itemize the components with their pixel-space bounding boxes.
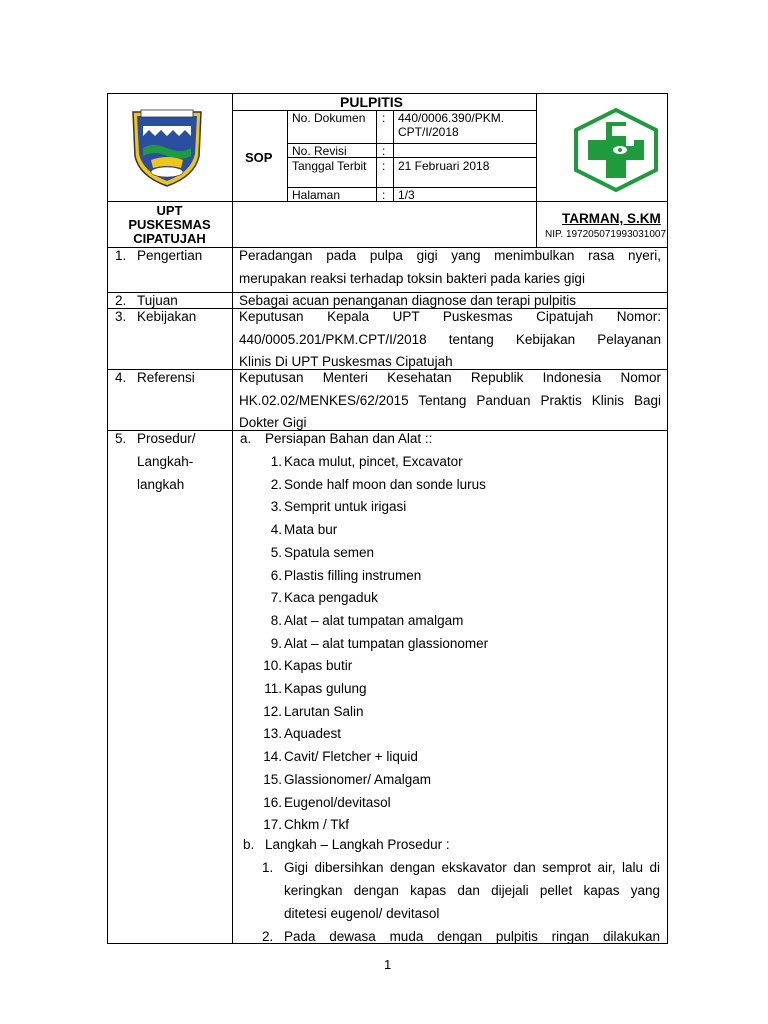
table-right-border bbox=[667, 93, 668, 944]
list-item: Glassionomer/ Amalgam bbox=[284, 771, 432, 787]
step-number: 2. bbox=[262, 929, 274, 944]
section-text-line: Keputusan Kepala UPT Puskesmas Cipatujah Nomor: bbox=[239, 309, 661, 324]
list-item-number: 8. bbox=[270, 612, 282, 628]
step-text-line: ditetesi eugenol/ devitasol bbox=[284, 906, 440, 921]
page-value: 1/3 bbox=[398, 188, 415, 202]
section-text-line: merupakan reaksi terhadap toksin bakteri pada karies gigi bbox=[239, 271, 585, 286]
list-item: Larutan Salin bbox=[284, 703, 364, 719]
list-item: Kapas gulung bbox=[284, 681, 367, 696]
list-item: Spatula semen bbox=[284, 544, 375, 560]
org-name-line1: UPT bbox=[156, 203, 183, 218]
colon: : bbox=[382, 159, 386, 173]
section-text-line: HK.02.02/MENKES/62/2015 Tentang Panduan Praktis Klinis Bagi bbox=[239, 393, 661, 408]
list-item-number: 2. bbox=[270, 476, 282, 492]
doc-number-label: No. Dokumen bbox=[292, 111, 366, 125]
doc-number-value: 440/0006.390/PKM. CPT/I/2018 bbox=[398, 111, 505, 139]
list-item: Plastis filling instrumen bbox=[284, 567, 422, 583]
section-label: Prosedur/ bbox=[137, 431, 196, 446]
list-item: Alat – alat tumpatan glassionomer bbox=[284, 635, 489, 651]
label-column-border bbox=[232, 93, 233, 944]
org-name-line2: PUSKESMAS bbox=[128, 217, 211, 232]
logo-column-border bbox=[536, 93, 537, 248]
colon-column-left bbox=[376, 110, 377, 202]
sub-title: Persiapan Bahan dan Alat :: bbox=[265, 431, 433, 446]
section-label: Referensi bbox=[137, 370, 195, 385]
list-item-number: 10. bbox=[263, 658, 282, 674]
puskesmas-logo-icon bbox=[572, 108, 660, 192]
list-item-number: 1. bbox=[270, 454, 282, 469]
signer-name: TARMAN, S.KM bbox=[562, 211, 661, 226]
list-item: Kaca pengaduk bbox=[284, 590, 378, 606]
list-item: Cavit/ Fletcher + liquid bbox=[284, 749, 418, 765]
section-label: Pengertian bbox=[137, 248, 203, 263]
list-item: Mata bur bbox=[284, 522, 338, 538]
list-item-number: 14. bbox=[263, 749, 282, 765]
list-item: Alat – alat tumpatan amalgam bbox=[284, 612, 464, 628]
list-item-number: 12. bbox=[263, 703, 282, 719]
list-item: Chkm / Tkf bbox=[284, 817, 350, 833]
colon: : bbox=[382, 144, 386, 158]
step-number: 1. bbox=[262, 860, 274, 875]
list-item: Sonde half moon dan sonde lurus bbox=[284, 476, 486, 492]
list-item-number: 15. bbox=[263, 771, 282, 787]
page-number: 1 bbox=[384, 957, 392, 972]
list-item: Kapas butir bbox=[284, 658, 353, 674]
sub-letter: b. bbox=[243, 837, 255, 852]
step-text-line: Gigi dibersihkan dengan ekskavator dan semprot air, lalu di bbox=[284, 860, 660, 875]
list-item: Kaca mulut, pincet, Excavator bbox=[284, 454, 463, 469]
section-text-line: Sebagai acuan penanganan diagnose dan terapi pulpitis bbox=[239, 293, 577, 308]
colon: : bbox=[382, 188, 386, 202]
section-label: Kebijakan bbox=[137, 309, 197, 324]
signer-nip: NIP. 197205071993031007 bbox=[545, 229, 667, 240]
list-item: Eugenol/devitasol bbox=[284, 794, 391, 810]
section-text-line: Klinis Di UPT Puskesmas Cipatujah bbox=[239, 354, 453, 369]
sub-title: Langkah – Langkah Prosedur : bbox=[265, 837, 450, 852]
list-item-number: 3. bbox=[270, 499, 282, 515]
colon-column-right bbox=[393, 110, 394, 202]
district-crest-icon bbox=[129, 106, 205, 188]
revision-label: No. Revisi bbox=[292, 144, 347, 158]
header-bottom-border bbox=[107, 201, 668, 202]
list-item-number: 11. bbox=[264, 681, 282, 696]
org-name-line3: CIPATUJAH bbox=[133, 231, 206, 246]
list-item-number: 4. bbox=[270, 522, 282, 538]
sop-label: SOP bbox=[245, 150, 273, 165]
list-item-number: 5. bbox=[270, 544, 282, 560]
colon: : bbox=[382, 111, 386, 125]
list-item: Aquadest bbox=[284, 726, 342, 742]
section-number: 1. bbox=[115, 248, 127, 263]
page-label: Halaman bbox=[292, 188, 341, 202]
section-text-line: 440/0005.201/PKM.CPT/I/2018 tentang Kebijakan Pelayanan bbox=[239, 332, 661, 347]
section-text-line: Keputusan Menteri Kesehatan Republik Indonesia Nomor bbox=[239, 370, 661, 385]
section-number: 4. bbox=[115, 370, 127, 385]
sub-letter: a. bbox=[240, 431, 252, 446]
list-item-number: 6. bbox=[270, 567, 282, 583]
section-label: langkah bbox=[137, 477, 185, 492]
section-number: 3. bbox=[115, 309, 127, 324]
list-item-number: 16. bbox=[263, 794, 282, 810]
section-number: 5. bbox=[115, 431, 127, 446]
section-text-line: Dokter Gigi bbox=[239, 415, 307, 430]
step-text-line: Pada dewasa muda dengan pulpitis ringan dilakukan bbox=[284, 929, 660, 944]
section-label: Tujuan bbox=[137, 293, 178, 308]
list-item-number: 7. bbox=[270, 590, 282, 606]
section-text-line: Peradangan pada pulpa gigi yang menimbulkan rasa nyeri, bbox=[239, 248, 661, 263]
list-item-number: 13. bbox=[263, 726, 282, 742]
sop-column-border bbox=[287, 110, 288, 202]
list-item-number: 9. bbox=[270, 635, 282, 651]
section-label: Langkah- bbox=[137, 454, 194, 469]
list-item: Semprit untuk irigasi bbox=[284, 499, 407, 515]
list-item-number: 17. bbox=[263, 817, 282, 833]
issue-date-label: Tanggal Terbit bbox=[292, 159, 367, 173]
section-number: 2. bbox=[115, 293, 127, 308]
step-text-line: keringkan dengan kapas dan dijejali pellet kapas yang bbox=[284, 883, 660, 898]
issue-date-value: 21 Februari 2018 bbox=[398, 159, 490, 173]
page-title: PULPITIS bbox=[340, 94, 404, 110]
